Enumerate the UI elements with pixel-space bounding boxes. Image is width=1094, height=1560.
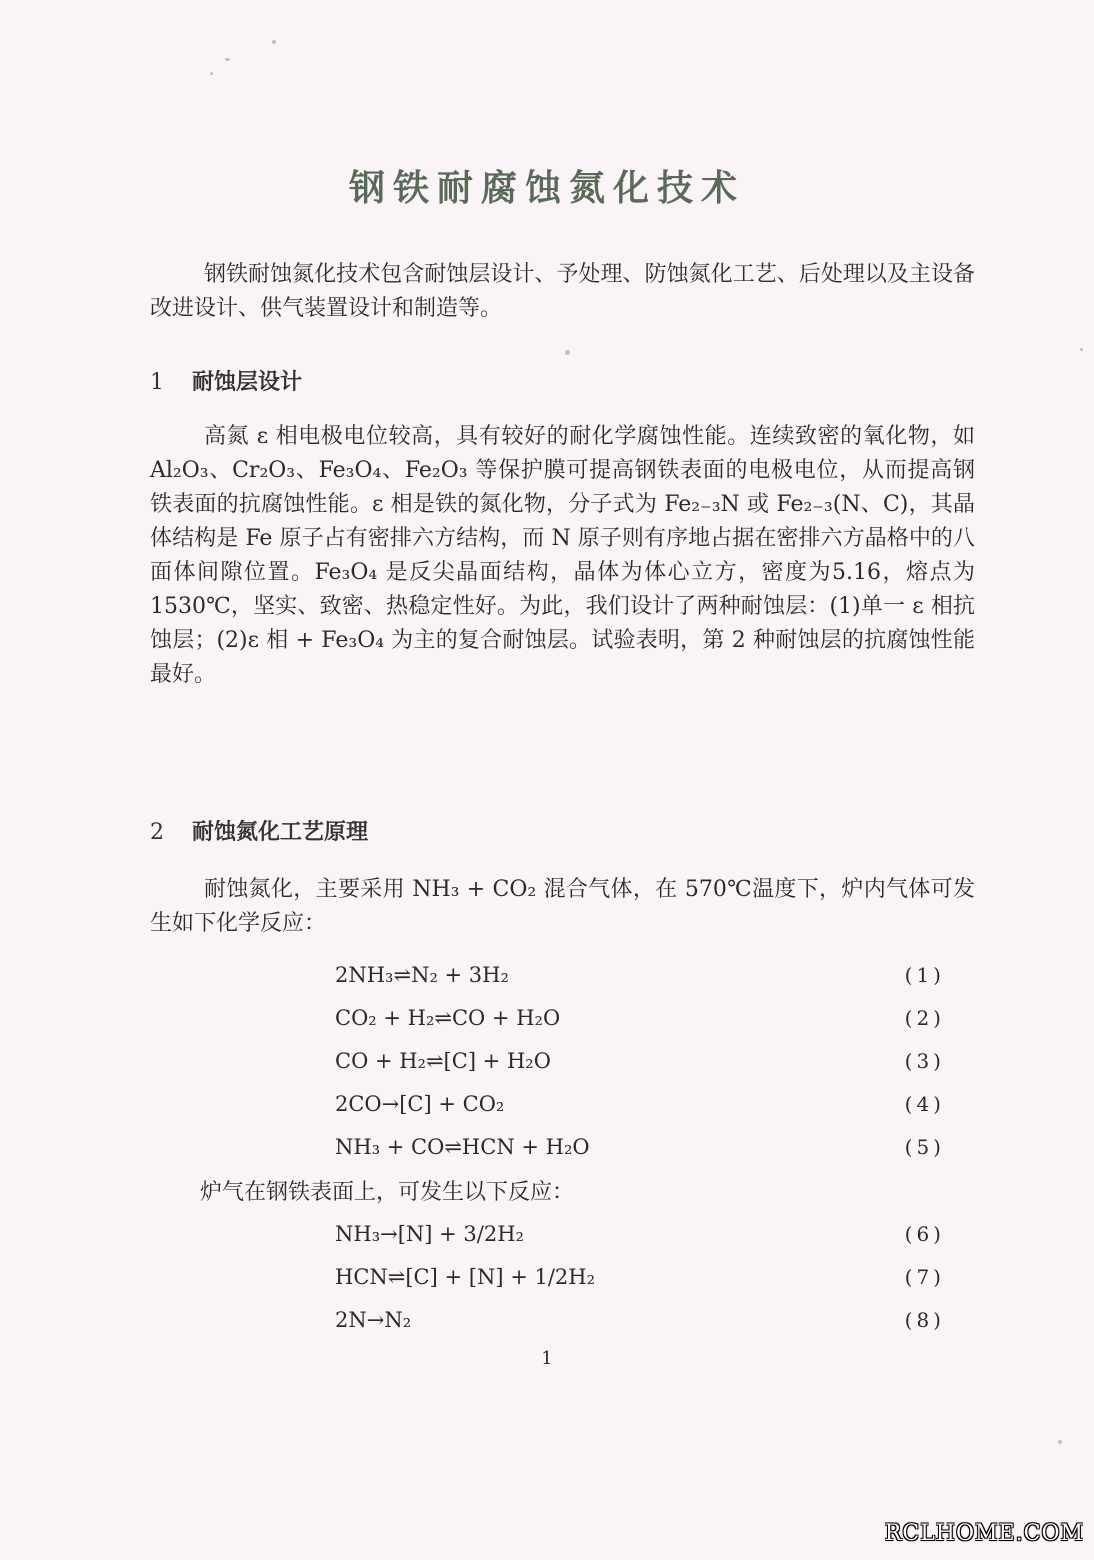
equation-row: [335, 1130, 945, 1164]
equation-row: [335, 1260, 945, 1294]
equation-row: [335, 1087, 945, 1121]
equation-number: (8): [904, 1308, 945, 1332]
section-2-heading: [150, 815, 368, 846]
equation: 2N→N₂: [335, 1308, 412, 1332]
equation-number: (2): [904, 1006, 945, 1030]
equation-number: (6): [904, 1222, 945, 1246]
section-2-title: 耐蚀氮化工艺原理: [192, 820, 369, 845]
section-1-heading: [150, 365, 302, 396]
equation-number: (1): [904, 963, 945, 987]
scan-speck: [272, 40, 276, 44]
intro-paragraph: 钢铁耐蚀氮化技术包含耐蚀层设计、予处理、防蚀氮化工艺、后处理以及主设备改进设计、供气装置设计和制造等。: [150, 262, 975, 321]
equation-number: (4): [904, 1092, 945, 1116]
equation-number: (3): [904, 1049, 945, 1073]
section-1-number: 1: [150, 370, 164, 395]
equation-number: (5): [904, 1135, 945, 1159]
equation-row: [335, 1044, 945, 1078]
equation: NH₃ + CO⇌HCN + H₂O: [335, 1135, 590, 1159]
section-1-body: 高氮 ε 相电极电位较高，具有较好的耐化学腐蚀性能。连续致密的氧化物，如 Al₂O₃、Cr₂O₃、Fe₃O₄、Fe₂O₃ 等保护膜可提高钢铁表面的电极电位，从而提高钢铁表面的抗腐蚀性能。ε 相是铁的氮化物，分子式为 Fe₂₋₃N 或 Fe₂₋₃(N、C)，其晶体结构是 Fe 原子占有密排六方结构，而 N 原子则有序地占据在密排六方晶格中的八面体间隙位置。Fe₃O₄ 是反尖晶面结构，晶体为体心立方，密度为5.16，熔点为 1530℃，坚实、致密、热稳定性好。为此，我们设计了两种耐蚀层：(1)单一 ε 相抗蚀层；(2)ε 相 + Fe₃O₄ 为主的复合耐蚀层。试验表明，第 2 种耐蚀层的抗腐蚀性能最好。: [150, 424, 975, 687]
equation: CO₂ + H₂⇌CO + H₂O: [335, 1006, 561, 1030]
equation: HCN⇌[C] + [N] + 1/2H₂: [335, 1265, 595, 1289]
site-watermark: RCLHOME.COM: [884, 1521, 1084, 1546]
equation-number: (7): [904, 1265, 945, 1289]
document-title: 钢铁耐腐蚀氮化技术: [348, 167, 745, 209]
page-number: 1: [541, 1348, 553, 1369]
section-2-number: 2: [150, 820, 164, 845]
scan-speck: [565, 350, 570, 355]
scan-speck: [1080, 348, 1083, 351]
equation-row: [335, 1217, 945, 1251]
equation: 2NH₃⇌N₂ + 3H₂: [335, 963, 509, 987]
scan-speck: [1058, 1440, 1062, 1444]
equation-row: [335, 958, 945, 992]
equation-row: [335, 1303, 945, 1337]
equation: CO + H₂⇌[C] + H₂O: [335, 1049, 551, 1073]
scan-speck: [210, 72, 213, 75]
section-1-title: 耐蚀层设计: [192, 370, 303, 395]
section-2-lead: 炉气在钢铁表面上，可发生以下反应：: [200, 1180, 575, 1205]
equation: 2CO→[C] + CO₂: [335, 1092, 505, 1116]
scan-speck: [225, 58, 230, 61]
equation-row: [335, 1001, 945, 1035]
equation: NH₃→[N] + 3/2H₂: [335, 1222, 524, 1246]
section-2-body: 耐蚀氮化，主要采用 NH₃ + CO₂ 混合气体，在 570℃温度下，炉内气体可发生如下化学反应：: [150, 877, 975, 936]
